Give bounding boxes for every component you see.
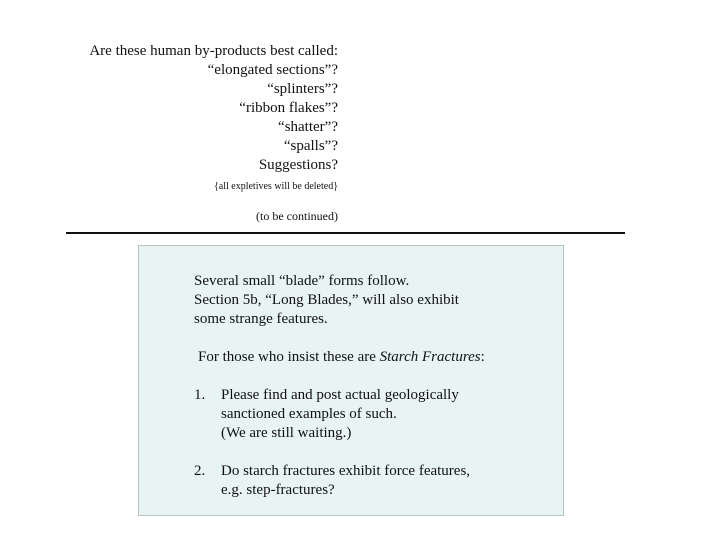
info-box bbox=[138, 245, 564, 516]
intro-line-2: Section 5b, “Long Blades,” will also exhibit bbox=[194, 292, 459, 308]
list-item-line: e.g. step-fractures? bbox=[221, 482, 335, 498]
list-item-line: sanctioned examples of such. bbox=[221, 406, 397, 422]
list-item-text bbox=[221, 386, 485, 443]
list-item-text bbox=[221, 462, 485, 500]
option-elongated-sections: “elongated sections”? bbox=[207, 62, 338, 78]
question-heading: Are these human by-products best called: bbox=[89, 43, 338, 59]
option-splinters: “splinters”? bbox=[267, 81, 338, 97]
intro-line-3: some strange features. bbox=[194, 311, 328, 327]
insist-prefix: For those who insist these are bbox=[198, 349, 380, 365]
to-be-continued: (to be continued) bbox=[256, 209, 338, 223]
expletives-note: {all expletives will be deleted} bbox=[213, 181, 338, 192]
list-item-number: 1. bbox=[194, 387, 206, 403]
numbered-list bbox=[194, 386, 485, 500]
list-item-number: 2. bbox=[194, 463, 206, 479]
question-block bbox=[89, 42, 338, 224]
list-item-line: Please find and post actual geologically bbox=[221, 387, 459, 403]
list-item bbox=[194, 386, 485, 443]
starch-fractures-term: Starch Fractures bbox=[379, 349, 481, 365]
option-spalls: “spalls”? bbox=[283, 138, 338, 154]
insist-suffix: : bbox=[480, 349, 485, 365]
horizontal-divider bbox=[66, 232, 625, 234]
intro-line-1: Several small “blade” forms follow. bbox=[194, 273, 410, 289]
list-item bbox=[194, 462, 485, 500]
option-shatter: “shatter”? bbox=[278, 119, 338, 135]
option-suggestions: Suggestions? bbox=[258, 157, 338, 173]
option-ribbon-flakes: “ribbon flakes”? bbox=[239, 100, 338, 116]
info-box-content bbox=[194, 272, 485, 500]
list-item-line: (We are still waiting.) bbox=[221, 425, 352, 441]
starch-fractures-intro bbox=[194, 348, 485, 367]
list-item-line: Do starch fractures exhibit force features, bbox=[221, 463, 471, 479]
